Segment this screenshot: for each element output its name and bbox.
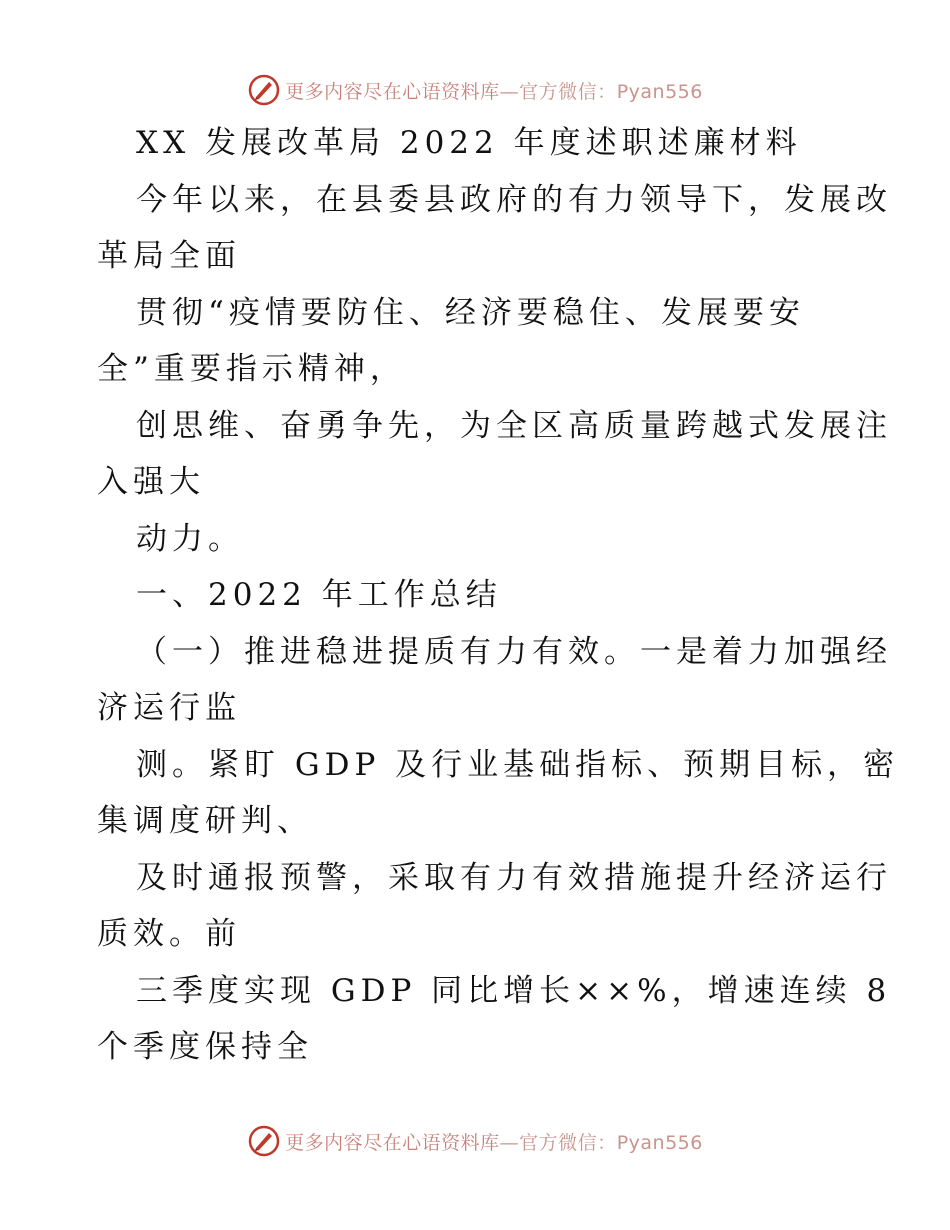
watermark-text — [285, 77, 703, 104]
text-line: 集调度研判、 — [97, 803, 313, 839]
watermark-text — [285, 1128, 703, 1155]
watermark-brand: 更多内容尽在心语资料库 — [285, 80, 500, 103]
text-line: 创思维、奋勇争先，为全区高质量跨越式发展注 — [136, 407, 892, 444]
text-line: 及时通报预警，采取有力有效措施提升经济运行 — [136, 859, 892, 896]
brand-logo-icon — [247, 73, 281, 107]
text-line: 三季度实现 GDP 同比增长××%，增速连续 8 — [136, 972, 892, 1009]
brand-logo-icon — [247, 1124, 281, 1158]
document-title: XX 发展改革局 2022 年度述职述廉材料 — [136, 125, 802, 161]
watermark-official: 官方微信： — [519, 80, 617, 103]
text-line: 个季度保持全 — [97, 1029, 313, 1065]
watermark-footer — [0, 1121, 950, 1161]
text-line: 今年以来，在县委县政府的有力领导下，发展改 — [136, 181, 892, 218]
text-line: 一、2022 年工作总结 — [136, 577, 502, 613]
text-line: 质效。前 — [97, 916, 241, 952]
watermark-header — [0, 70, 950, 110]
text-line: 济运行监 — [97, 690, 241, 726]
watermark-separator: — — [499, 80, 520, 103]
text-line: 测。紧盯 GDP 及行业基础指标、预期目标，密 — [136, 746, 900, 783]
text-line: 动力。 — [136, 520, 244, 557]
watermark-account: Pyan556 — [616, 1131, 703, 1154]
watermark-account: Pyan556 — [616, 80, 703, 103]
text-line: 全”重要指示精神， — [97, 351, 406, 387]
text-line: 革局全面 — [97, 238, 241, 274]
watermark-separator: — — [499, 1131, 520, 1154]
watermark-brand: 更多内容尽在心语资料库 — [285, 1131, 500, 1154]
text-line: 贯彻“疫情要防住、经济要稳住、发展要安 — [136, 294, 805, 331]
text-line: （一）推进稳进提质有力有效。一是着力加强经 — [136, 633, 892, 670]
watermark-official: 官方微信： — [519, 1131, 617, 1154]
text-line: 入强大 — [97, 464, 205, 500]
